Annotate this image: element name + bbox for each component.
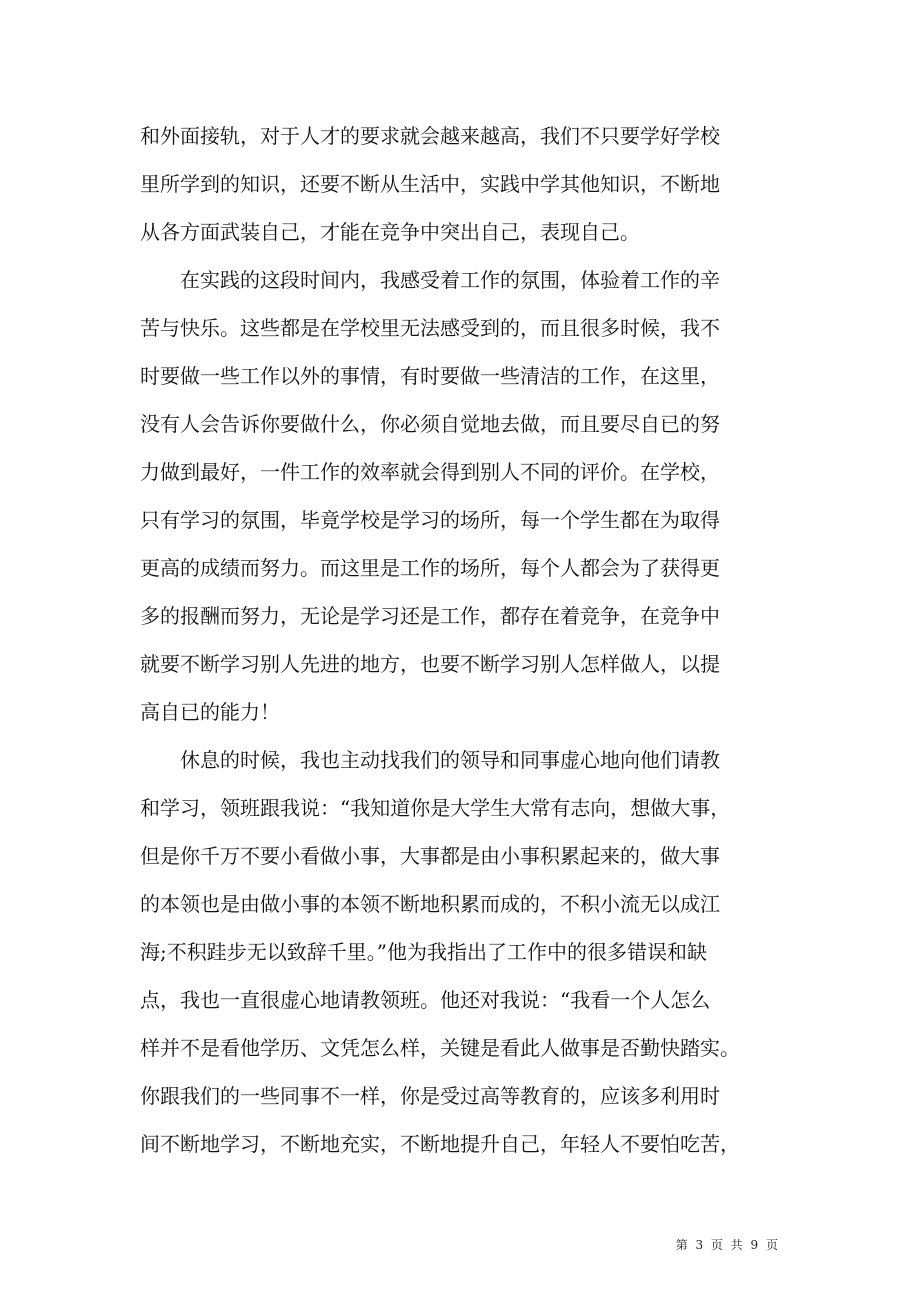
text-line: 苦与快乐。这些都是在学校里无法感受到的，而且很多时候，我不 (140, 316, 720, 340)
text-line: 更高的成绩而努力。而这里是工作的场所，每个人都会为了获得更 (140, 556, 720, 580)
page-number-footer: 第 3 页 共 9 页 (675, 1238, 780, 1252)
text-line: 和学习，领班跟我说：“我知道你是大学生大常有志向，想做大事， (140, 796, 731, 820)
text-line: 但是你千万不要小看做小事，大事都是由小事积累起来的，做大事 (140, 844, 720, 868)
text-line: 里所学到的知识，还要不断从生活中，实践中学其他知识，不断地 (140, 172, 720, 196)
text-line: 间不断地学习，不断地充实，不断地提升自己，年轻人不要怕吃苦， (140, 1132, 740, 1156)
text-line: 和外面接轨，对于人才的要求就会越来越高，我们不只要学好学校 (140, 124, 720, 148)
text-line: 力做到最好，一件工作的效率就会得到别人不同的评价。在学校， (140, 460, 720, 484)
text-line: 的本领也是由做小事的本领不断地积累而成的，不积小流无以成江 (140, 892, 720, 916)
text-line: 你跟我们的一些同事不一样，你是受过高等教育的，应该多利用时 (140, 1084, 720, 1108)
text-line: 点，我也一直很虚心地请教领班。他还对我说：“我看一个人怎么 (140, 988, 711, 1012)
text-line: 就要不断学习别人先进的地方，也要不断学习别人怎样做人，以提 (140, 652, 720, 676)
text-line: 只有学习的氛围，毕竟学校是学习的场所，每一个学生都在为取得 (140, 508, 720, 532)
text-line: 时要做一些工作以外的事情，有时要做一些清洁的工作，在这里， (140, 364, 720, 388)
text-line: 从各方面武装自己，才能在竞争中突出自己，表现自己。 (140, 220, 640, 244)
text-line: 高自已的能力！ (140, 700, 280, 724)
text-line: 休息的时候，我也主动找我们的领导和同事虚心地向他们请教 (140, 748, 720, 772)
text-line: 在实践的这段时间内，我感受着工作的氛围，体验着工作的辛 (140, 268, 720, 292)
text-line: 多的报酬而努力，无论是学习还是工作，都存在着竞争，在竞争中 (140, 604, 720, 628)
text-line: 没有人会告诉你要做什么，你必须自觉地去做，而且要尽自已的努 (140, 412, 720, 436)
text-line: 样并不是看他学历、文凭怎么样，关键是看此人做事是否勤快踏实。 (140, 1036, 740, 1060)
body-text (140, 112, 780, 1168)
text-line: 海;不积跬步无以致辞千里。”他为我指出了工作中的很多错误和缺 (140, 940, 707, 964)
